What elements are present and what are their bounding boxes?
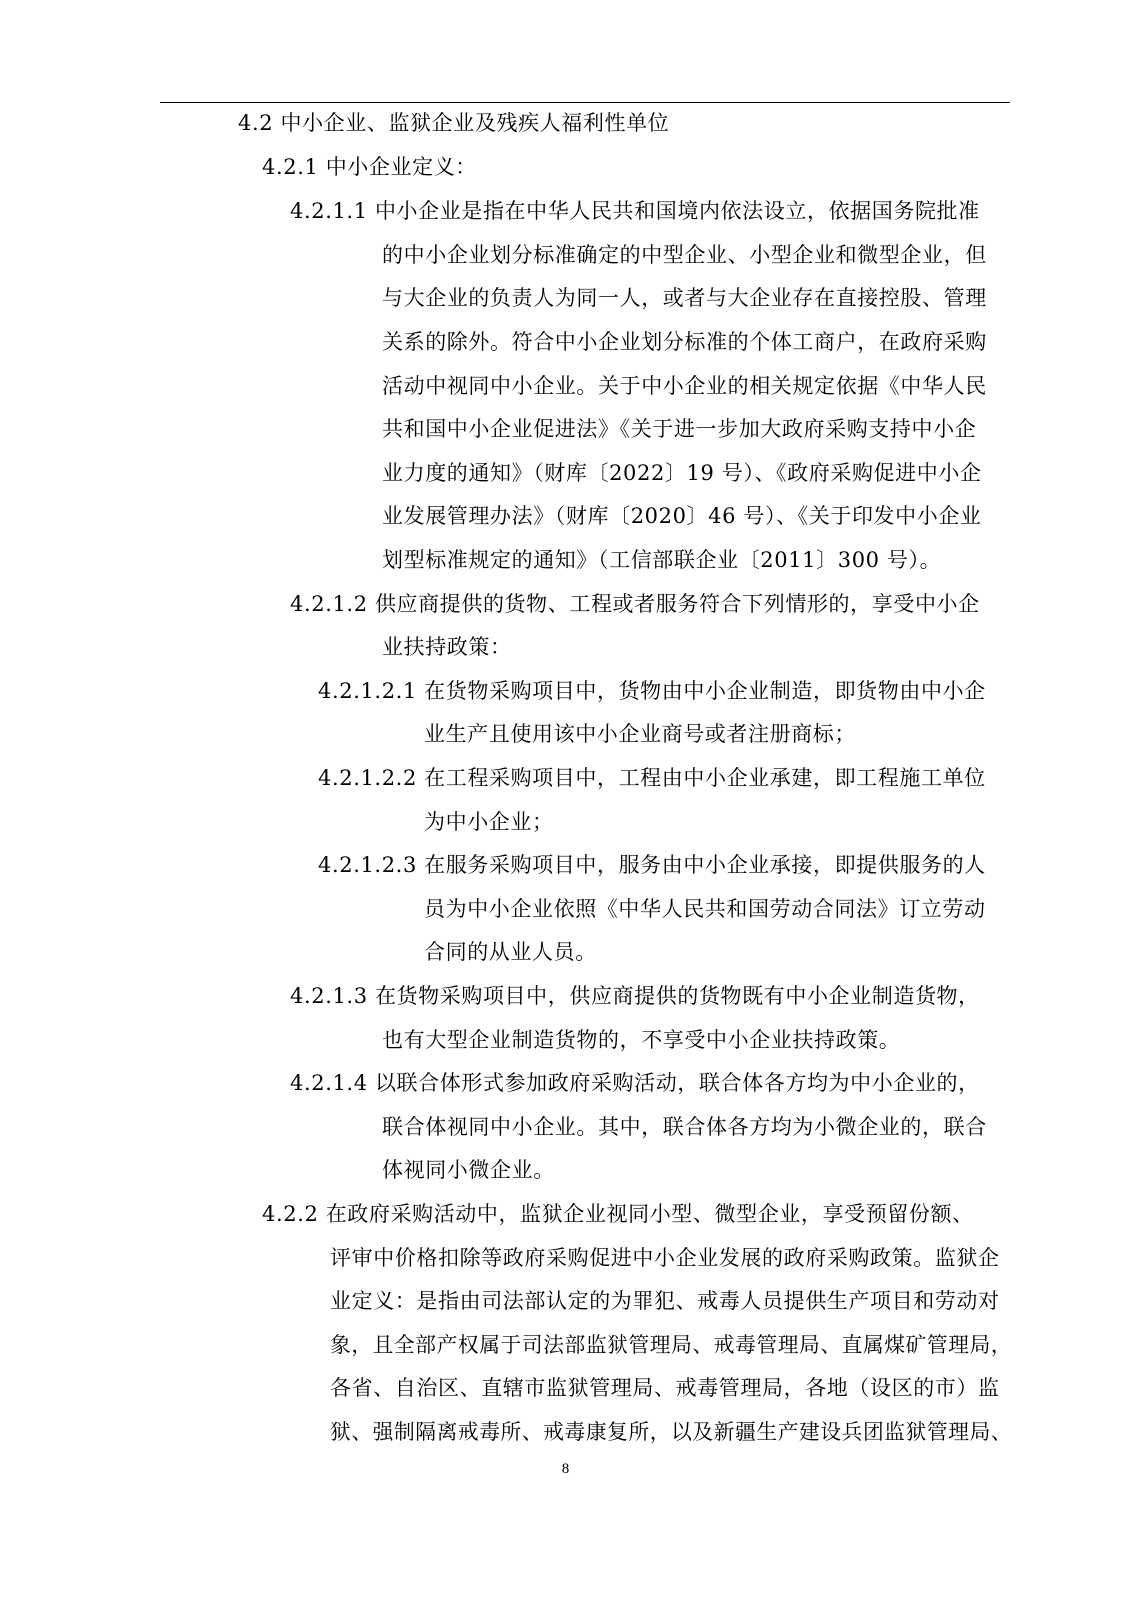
clause-4-2-1-2-3: 4.2.1.2.3 在服务采购项目中，服务由中小企业承接，即提供服务的人 [318,853,986,877]
heading-4-2: 4.2 中小企业、监狱企业及残疾人福利性单位 [238,111,670,135]
text-line: 体视同小微企业。 [382,1158,555,1182]
text-line: 联合体视同中小企业。其中，联合体各方均为小微企业的，联合 [382,1115,987,1139]
text-line: 业力度的通知》（财库〔2022〕19 号）、《政府采购促进中小企 [382,461,982,485]
text-line: 的中小企业划分标准确定的中型企业、小型企业和微型企业，但 [382,243,987,267]
text-line: 也有大型企业制造货物的，不享受中小企业扶持政策。 [382,1028,901,1052]
text-line: 员为中小企业依照《中华人民共和国劳动合同法》订立劳动 [424,897,986,921]
text-line: 业扶持政策： [382,635,512,659]
clause-4-2-1-2-2: 4.2.1.2.2 在工程采购项目中，工程由中小企业承建，即工程施工单位 [318,766,986,790]
text-line: 划型标准规定的通知》（工信部联企业〔2011〕300 号）。 [382,548,942,572]
heading-4-2-1: 4.2.1 中小企业定义： [262,155,477,179]
clause-4-2-1-1: 4.2.1.1 中小企业是指在中华人民共和国境内依法设立，依据国务院批准 [290,199,980,223]
clause-4-2-2: 4.2.2 在政府采购活动中，监狱企业视同小型、微型企业，享受预留份额、 [262,1202,974,1226]
text-line: 各省、自治区、直辖市监狱管理局、戒毒管理局，各地（设区的市）监 [330,1376,1000,1400]
text-line: 评审中价格扣除等政府采购促进中小企业发展的政府采购政策。监狱企 [330,1246,1000,1270]
clause-4-2-1-2-1: 4.2.1.2.1 在货物采购项目中，货物由中小企业制造，即货物由中小企 [318,679,986,703]
clause-4-2-1-2: 4.2.1.2 供应商提供的货物、工程或者服务符合下列情形的，享受中小企 [290,592,980,616]
text-line: 合同的从业人员。 [424,940,597,964]
text-line: 业发展管理办法》（财库〔2020〕46 号）、《关于印发中小企业 [382,504,982,528]
text-line: 业生产且使用该中小企业商号或者注册商标； [424,722,856,746]
clause-4-2-1-4: 4.2.1.4 以联合体形式参加政府采购活动，联合体各方均为中小企业的， [290,1071,980,1095]
text-line: 象，且全部产权属于司法部监狱管理局、戒毒管理局、直属煤矿管理局， [330,1333,1013,1357]
text-line: 共和国中小企业促进法》《关于进一步加大政府采购支持中小企 [382,417,977,441]
text-line: 狱、强制隔离戒毒所、戒毒康复所，以及新疆生产建设兵团监狱管理局、 [330,1420,1013,1444]
text-line: 与大企业的负责人为同一人，或者与大企业存在直接控股、管理 [382,286,987,310]
page-number: 8 [561,1461,570,1477]
text-line: 关系的除外。符合中小企业划分标准的个体工商户，在政府采购 [382,330,987,354]
text-line: 为中小企业； [424,810,554,834]
text-line: 业定义：是指由司法部认定的为罪犯、戒毒人员提供生产项目和劳动对 [330,1289,1000,1313]
header-rule [160,102,1010,103]
clause-4-2-1-3: 4.2.1.3 在货物采购项目中，供应商提供的货物既有中小企业制造货物， [290,984,980,1008]
text-line: 活动中视同中小企业。关于中小企业的相关规定依据《中华人民 [382,374,987,398]
